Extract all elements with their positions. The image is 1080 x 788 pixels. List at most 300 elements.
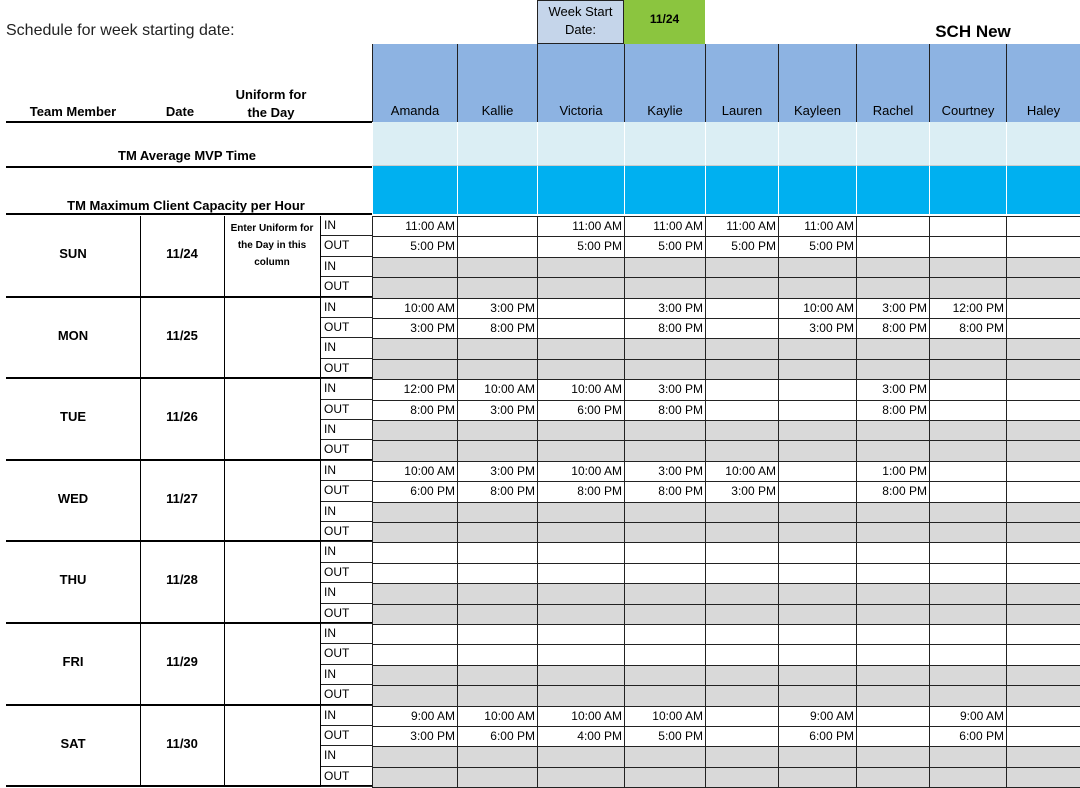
time-out-cell[interactable] bbox=[624, 644, 706, 665]
time-out-cell[interactable]: 8:00 PM bbox=[856, 400, 930, 421]
time-in-cell[interactable] bbox=[778, 624, 857, 645]
time-in-cell[interactable] bbox=[705, 502, 779, 523]
time-in-cell[interactable] bbox=[705, 420, 779, 441]
in-out-label: IN bbox=[321, 216, 372, 236]
time-in-cell[interactable] bbox=[856, 583, 930, 604]
time-in-cell[interactable] bbox=[1006, 257, 1080, 278]
time-in-cell[interactable] bbox=[778, 420, 857, 441]
time-out-cell[interactable] bbox=[372, 604, 458, 625]
time-out-cell[interactable] bbox=[457, 236, 538, 257]
time-in-cell[interactable] bbox=[1006, 746, 1080, 767]
time-out-cell[interactable] bbox=[624, 767, 706, 788]
time-out-cell[interactable] bbox=[457, 767, 538, 788]
time-out-cell[interactable] bbox=[537, 767, 625, 788]
time-out-cell[interactable] bbox=[624, 359, 706, 380]
time-in-cell[interactable] bbox=[537, 420, 625, 441]
time-in-cell[interactable] bbox=[372, 420, 458, 441]
time-out-cell[interactable]: 5:00 PM bbox=[705, 236, 779, 257]
time-in-cell[interactable] bbox=[929, 216, 1007, 237]
time-in-cell[interactable] bbox=[1006, 338, 1080, 359]
day-label: TUE bbox=[60, 409, 86, 425]
time-in-cell[interactable]: 10:00 AM bbox=[457, 706, 538, 727]
time-out-cell[interactable] bbox=[457, 522, 538, 543]
time-in-cell[interactable] bbox=[778, 746, 857, 767]
time-out-cell[interactable] bbox=[929, 400, 1007, 421]
time-in-cell[interactable] bbox=[624, 624, 706, 645]
time-out-cell[interactable] bbox=[929, 644, 1007, 665]
time-out-cell[interactable] bbox=[856, 604, 930, 625]
time-in-cell[interactable] bbox=[705, 379, 779, 400]
capacity-cell[interactable] bbox=[778, 166, 856, 214]
time-in-cell[interactable]: 9:00 AM bbox=[929, 706, 1007, 727]
in-out-label: OUT bbox=[321, 318, 372, 338]
time-out-cell[interactable] bbox=[778, 644, 857, 665]
time-out-cell[interactable]: 8:00 PM bbox=[624, 318, 706, 339]
time-in-cell[interactable] bbox=[778, 257, 857, 278]
capacity-cell[interactable] bbox=[929, 166, 1006, 214]
time-in-cell[interactable] bbox=[537, 665, 625, 686]
time-out-cell[interactable] bbox=[1006, 604, 1080, 625]
time-in-cell[interactable] bbox=[778, 665, 857, 686]
mvp-time-cell[interactable] bbox=[778, 122, 856, 166]
time-in-cell[interactable] bbox=[372, 338, 458, 359]
time-out-cell[interactable] bbox=[457, 440, 538, 461]
capacity-cell[interactable] bbox=[705, 166, 778, 214]
time-in-cell[interactable] bbox=[457, 502, 538, 523]
time-out-cell[interactable] bbox=[705, 318, 779, 339]
time-out-cell[interactable] bbox=[856, 685, 930, 706]
time-out-cell[interactable] bbox=[457, 359, 538, 380]
time-in-cell[interactable] bbox=[537, 257, 625, 278]
time-out-cell[interactable] bbox=[929, 604, 1007, 625]
time-in-cell[interactable] bbox=[537, 298, 625, 319]
time-out-cell[interactable] bbox=[705, 767, 779, 788]
time-out-cell[interactable] bbox=[1006, 359, 1080, 380]
time-in-cell[interactable]: 3:00 PM bbox=[856, 298, 930, 319]
time-out-cell[interactable] bbox=[856, 522, 930, 543]
time-in-cell[interactable] bbox=[856, 542, 930, 563]
team-member-name[interactable]: Courtney bbox=[929, 44, 1006, 122]
team-member-name[interactable]: Kallie bbox=[457, 44, 537, 122]
team-member-name[interactable]: Lauren bbox=[705, 44, 778, 122]
time-in-cell[interactable] bbox=[778, 461, 857, 482]
time-out-cell[interactable] bbox=[705, 563, 779, 584]
time-out-cell[interactable] bbox=[624, 522, 706, 543]
time-in-cell[interactable] bbox=[372, 583, 458, 604]
time-out-cell[interactable]: 8:00 PM bbox=[856, 318, 930, 339]
time-in-cell[interactable] bbox=[929, 257, 1007, 278]
column-divider bbox=[224, 706, 225, 788]
time-out-cell[interactable] bbox=[778, 685, 857, 706]
time-out-cell[interactable] bbox=[537, 604, 625, 625]
time-in-cell[interactable] bbox=[1006, 420, 1080, 441]
time-out-cell[interactable] bbox=[1006, 277, 1080, 298]
time-in-cell[interactable] bbox=[537, 542, 625, 563]
time-in-cell[interactable] bbox=[1006, 665, 1080, 686]
time-in-cell[interactable] bbox=[624, 338, 706, 359]
time-out-cell[interactable] bbox=[457, 685, 538, 706]
time-out-cell[interactable] bbox=[372, 767, 458, 788]
time-out-cell[interactable]: 8:00 PM bbox=[929, 318, 1007, 339]
time-out-cell[interactable] bbox=[778, 440, 857, 461]
time-in-cell[interactable]: 3:00 PM bbox=[457, 298, 538, 319]
in-out-label: IN bbox=[321, 257, 372, 277]
time-in-cell[interactable]: 10:00 AM bbox=[537, 379, 625, 400]
time-in-cell[interactable] bbox=[929, 665, 1007, 686]
time-in-cell[interactable] bbox=[537, 338, 625, 359]
time-in-cell[interactable] bbox=[1006, 298, 1080, 319]
time-in-cell[interactable]: 10:00 AM bbox=[372, 461, 458, 482]
time-out-cell[interactable] bbox=[372, 522, 458, 543]
time-in-cell[interactable] bbox=[856, 706, 930, 727]
time-in-cell[interactable]: 9:00 AM bbox=[372, 706, 458, 727]
time-in-cell[interactable] bbox=[778, 338, 857, 359]
time-out-cell[interactable] bbox=[705, 359, 779, 380]
mvp-time-cell[interactable] bbox=[929, 122, 1006, 166]
time-in-cell[interactable] bbox=[778, 583, 857, 604]
time-in-cell[interactable] bbox=[705, 338, 779, 359]
time-in-cell[interactable]: 10:00 AM bbox=[372, 298, 458, 319]
team-member-name[interactable]: Kayleen bbox=[778, 44, 856, 122]
time-in-cell[interactable] bbox=[856, 502, 930, 523]
time-out-cell[interactable] bbox=[778, 563, 857, 584]
in-out-label: IN bbox=[321, 746, 372, 766]
team-member-name[interactable]: Haley bbox=[1006, 44, 1080, 122]
time-out-cell[interactable] bbox=[856, 563, 930, 584]
time-in-cell[interactable] bbox=[929, 420, 1007, 441]
time-in-cell[interactable] bbox=[1006, 583, 1080, 604]
time-in-cell[interactable] bbox=[856, 746, 930, 767]
time-in-cell[interactable] bbox=[1006, 379, 1080, 400]
time-in-cell[interactable] bbox=[624, 665, 706, 686]
time-out-cell[interactable] bbox=[537, 685, 625, 706]
time-in-cell[interactable] bbox=[705, 542, 779, 563]
time-out-cell[interactable]: 5:00 PM bbox=[372, 236, 458, 257]
time-out-cell[interactable]: 3:00 PM bbox=[457, 400, 538, 421]
time-in-cell[interactable]: 3:00 PM bbox=[624, 298, 706, 319]
capacity-cell[interactable] bbox=[624, 166, 705, 214]
time-out-cell[interactable] bbox=[372, 644, 458, 665]
team-member-name[interactable]: Kaylie bbox=[624, 44, 705, 122]
time-in-cell[interactable]: 3:00 PM bbox=[624, 461, 706, 482]
time-in-cell[interactable]: 3:00 PM bbox=[856, 379, 930, 400]
mvp-time-cell[interactable] bbox=[1006, 122, 1080, 166]
time-out-cell[interactable] bbox=[537, 644, 625, 665]
time-out-cell[interactable] bbox=[929, 440, 1007, 461]
time-out-cell[interactable] bbox=[856, 726, 930, 747]
time-in-cell[interactable] bbox=[624, 502, 706, 523]
time-out-cell[interactable]: 5:00 PM bbox=[778, 236, 857, 257]
time-in-cell[interactable] bbox=[372, 257, 458, 278]
team-member-name[interactable]: Rachel bbox=[856, 44, 929, 122]
time-out-cell[interactable] bbox=[705, 726, 779, 747]
time-in-cell[interactable]: 11:00 AM bbox=[705, 216, 779, 237]
time-in-cell[interactable]: 3:00 PM bbox=[457, 461, 538, 482]
time-out-cell[interactable] bbox=[929, 767, 1007, 788]
time-in-cell[interactable]: 10:00 AM bbox=[537, 706, 625, 727]
time-out-cell[interactable] bbox=[1006, 481, 1080, 502]
time-in-cell[interactable] bbox=[537, 624, 625, 645]
day-divider bbox=[6, 622, 372, 624]
time-in-cell[interactable]: 1:00 PM bbox=[856, 461, 930, 482]
time-out-cell[interactable] bbox=[929, 277, 1007, 298]
time-in-cell[interactable] bbox=[372, 746, 458, 767]
time-out-cell[interactable] bbox=[705, 685, 779, 706]
time-out-cell[interactable] bbox=[624, 604, 706, 625]
time-out-cell[interactable] bbox=[929, 522, 1007, 543]
in-out-label: OUT bbox=[321, 563, 372, 583]
time-in-cell[interactable] bbox=[856, 338, 930, 359]
time-out-cell[interactable] bbox=[372, 359, 458, 380]
time-in-cell[interactable] bbox=[929, 624, 1007, 645]
mvp-time-cell[interactable] bbox=[457, 122, 537, 166]
time-out-cell[interactable]: 6:00 PM bbox=[537, 400, 625, 421]
time-out-cell[interactable]: 3:00 PM bbox=[372, 318, 458, 339]
time-out-cell[interactable] bbox=[457, 644, 538, 665]
time-out-cell[interactable] bbox=[705, 604, 779, 625]
time-in-cell[interactable]: 11:00 AM bbox=[537, 216, 625, 237]
capacity-cell[interactable] bbox=[1006, 166, 1080, 214]
time-out-cell[interactable] bbox=[537, 277, 625, 298]
time-in-cell[interactable] bbox=[778, 379, 857, 400]
time-in-cell[interactable] bbox=[537, 583, 625, 604]
time-out-cell[interactable] bbox=[705, 277, 779, 298]
time-out-cell[interactable]: 8:00 PM bbox=[457, 318, 538, 339]
time-out-cell[interactable] bbox=[856, 440, 930, 461]
time-in-cell[interactable] bbox=[457, 257, 538, 278]
mvp-time-cell[interactable] bbox=[705, 122, 778, 166]
time-out-cell[interactable] bbox=[1006, 522, 1080, 543]
time-out-cell[interactable] bbox=[457, 563, 538, 584]
time-in-cell[interactable] bbox=[372, 502, 458, 523]
time-out-cell[interactable]: 6:00 PM bbox=[457, 726, 538, 747]
time-in-cell[interactable] bbox=[856, 624, 930, 645]
capacity-cell[interactable] bbox=[856, 166, 929, 214]
time-in-cell[interactable] bbox=[929, 338, 1007, 359]
time-out-cell[interactable]: 6:00 PM bbox=[372, 481, 458, 502]
time-in-cell[interactable] bbox=[929, 461, 1007, 482]
time-in-cell[interactable] bbox=[372, 665, 458, 686]
time-in-cell[interactable] bbox=[372, 624, 458, 645]
time-out-cell[interactable] bbox=[624, 563, 706, 584]
time-out-cell[interactable] bbox=[929, 359, 1007, 380]
time-in-cell[interactable] bbox=[457, 624, 538, 645]
time-out-cell[interactable] bbox=[778, 277, 857, 298]
time-in-cell[interactable] bbox=[1006, 216, 1080, 237]
capacity-cell[interactable] bbox=[372, 166, 457, 214]
time-out-cell[interactable]: 3:00 PM bbox=[705, 481, 779, 502]
time-in-cell[interactable] bbox=[624, 746, 706, 767]
time-out-cell[interactable] bbox=[705, 400, 779, 421]
time-out-cell[interactable] bbox=[856, 359, 930, 380]
time-in-cell[interactable] bbox=[537, 502, 625, 523]
time-in-cell[interactable] bbox=[457, 420, 538, 441]
time-in-cell[interactable] bbox=[929, 583, 1007, 604]
time-in-cell[interactable] bbox=[457, 542, 538, 563]
time-out-cell[interactable] bbox=[1006, 767, 1080, 788]
time-in-cell[interactable] bbox=[457, 216, 538, 237]
time-out-cell[interactable]: 8:00 PM bbox=[624, 400, 706, 421]
time-out-cell[interactable] bbox=[778, 359, 857, 380]
time-out-cell[interactable] bbox=[624, 440, 706, 461]
time-out-cell[interactable] bbox=[778, 481, 857, 502]
time-out-cell[interactable]: 8:00 PM bbox=[537, 481, 625, 502]
capacity-cell[interactable] bbox=[537, 166, 624, 214]
week-start-value-cell[interactable]: 11/24 bbox=[624, 0, 705, 44]
time-out-cell[interactable] bbox=[537, 563, 625, 584]
day-divider bbox=[6, 540, 372, 542]
team-member-name[interactable]: Victoria bbox=[537, 44, 624, 122]
time-in-cell[interactable]: 3:00 PM bbox=[624, 379, 706, 400]
time-out-cell[interactable] bbox=[457, 604, 538, 625]
time-in-cell[interactable] bbox=[929, 379, 1007, 400]
time-out-cell[interactable] bbox=[1006, 400, 1080, 421]
time-out-cell[interactable] bbox=[778, 604, 857, 625]
time-in-cell[interactable]: 10:00 AM bbox=[537, 461, 625, 482]
time-out-cell[interactable]: 6:00 PM bbox=[778, 726, 857, 747]
time-in-cell[interactable] bbox=[705, 665, 779, 686]
time-in-cell[interactable] bbox=[778, 542, 857, 563]
time-out-cell[interactable] bbox=[372, 685, 458, 706]
mvp-time-label: TM Average MVP Time bbox=[118, 148, 256, 163]
time-in-cell[interactable] bbox=[856, 216, 930, 237]
mvp-time-cell[interactable] bbox=[624, 122, 705, 166]
time-in-cell[interactable] bbox=[1006, 706, 1080, 727]
time-in-cell[interactable] bbox=[624, 542, 706, 563]
time-out-cell[interactable] bbox=[856, 644, 930, 665]
in-out-label: IN bbox=[321, 420, 372, 440]
time-out-cell[interactable] bbox=[1006, 726, 1080, 747]
time-out-cell[interactable] bbox=[778, 522, 857, 543]
time-out-cell[interactable] bbox=[457, 277, 538, 298]
in-out-label: OUT bbox=[321, 481, 372, 501]
mvp-time-cell[interactable] bbox=[537, 122, 624, 166]
time-in-cell[interactable] bbox=[778, 502, 857, 523]
time-out-cell[interactable]: 8:00 PM bbox=[372, 400, 458, 421]
time-in-cell[interactable] bbox=[624, 257, 706, 278]
time-in-cell[interactable]: 11:00 AM bbox=[372, 216, 458, 237]
time-out-cell[interactable] bbox=[1006, 318, 1080, 339]
time-out-cell[interactable] bbox=[929, 685, 1007, 706]
day-divider bbox=[6, 296, 372, 298]
time-out-cell[interactable]: 3:00 PM bbox=[778, 318, 857, 339]
time-out-cell[interactable]: 6:00 PM bbox=[929, 726, 1007, 747]
time-out-cell[interactable] bbox=[537, 522, 625, 543]
time-out-cell[interactable] bbox=[705, 440, 779, 461]
time-in-cell[interactable] bbox=[856, 257, 930, 278]
mvp-time-cell[interactable] bbox=[856, 122, 929, 166]
time-out-cell[interactable] bbox=[1006, 644, 1080, 665]
time-in-cell[interactable] bbox=[705, 583, 779, 604]
time-in-cell[interactable] bbox=[705, 298, 779, 319]
time-out-cell[interactable]: 5:00 PM bbox=[624, 236, 706, 257]
time-in-cell[interactable] bbox=[457, 746, 538, 767]
time-in-cell[interactable]: 10:00 AM bbox=[624, 706, 706, 727]
time-in-cell[interactable] bbox=[1006, 542, 1080, 563]
time-in-cell[interactable]: 11:00 AM bbox=[778, 216, 857, 237]
time-in-cell[interactable] bbox=[705, 746, 779, 767]
time-out-cell[interactable] bbox=[778, 400, 857, 421]
time-out-cell[interactable] bbox=[929, 481, 1007, 502]
time-in-cell[interactable]: 10:00 AM bbox=[705, 461, 779, 482]
time-out-cell[interactable]: 5:00 PM bbox=[537, 236, 625, 257]
time-out-cell[interactable] bbox=[537, 318, 625, 339]
time-out-cell[interactable] bbox=[537, 359, 625, 380]
time-in-cell[interactable] bbox=[929, 502, 1007, 523]
time-in-cell[interactable]: 9:00 AM bbox=[778, 706, 857, 727]
time-out-cell[interactable] bbox=[929, 236, 1007, 257]
time-out-cell[interactable] bbox=[624, 277, 706, 298]
time-in-cell[interactable] bbox=[457, 665, 538, 686]
time-out-cell[interactable] bbox=[705, 644, 779, 665]
time-in-cell[interactable] bbox=[705, 257, 779, 278]
time-in-cell[interactable] bbox=[856, 420, 930, 441]
column-divider bbox=[140, 298, 141, 380]
time-out-cell[interactable] bbox=[1006, 236, 1080, 257]
time-out-cell[interactable] bbox=[929, 563, 1007, 584]
time-in-cell[interactable] bbox=[457, 583, 538, 604]
time-in-cell[interactable]: 10:00 AM bbox=[778, 298, 857, 319]
time-in-cell[interactable] bbox=[537, 746, 625, 767]
time-out-cell[interactable] bbox=[778, 767, 857, 788]
time-in-cell[interactable] bbox=[705, 706, 779, 727]
time-in-cell[interactable] bbox=[1006, 502, 1080, 523]
column-divider bbox=[140, 461, 141, 543]
time-in-cell[interactable]: 12:00 PM bbox=[929, 298, 1007, 319]
time-out-cell[interactable] bbox=[705, 522, 779, 543]
time-out-cell[interactable] bbox=[624, 685, 706, 706]
time-out-cell[interactable]: 5:00 PM bbox=[624, 726, 706, 747]
time-in-cell[interactable]: 12:00 PM bbox=[372, 379, 458, 400]
time-in-cell[interactable]: 10:00 AM bbox=[457, 379, 538, 400]
time-in-cell[interactable] bbox=[929, 542, 1007, 563]
time-in-cell[interactable] bbox=[457, 338, 538, 359]
time-out-cell[interactable]: 8:00 PM bbox=[624, 481, 706, 502]
time-out-cell[interactable]: 8:00 PM bbox=[856, 481, 930, 502]
sheet-title: SCH New bbox=[935, 22, 1011, 41]
time-in-cell[interactable] bbox=[624, 583, 706, 604]
time-out-cell[interactable]: 4:00 PM bbox=[537, 726, 625, 747]
time-out-cell[interactable] bbox=[856, 277, 930, 298]
day-label: WED bbox=[57, 490, 89, 506]
time-out-cell[interactable] bbox=[372, 563, 458, 584]
time-out-cell[interactable] bbox=[537, 440, 625, 461]
time-in-cell[interactable] bbox=[705, 624, 779, 645]
time-in-cell[interactable] bbox=[1006, 461, 1080, 482]
team-member-name[interactable]: Amanda bbox=[372, 44, 457, 122]
mvp-divider bbox=[6, 166, 372, 168]
time-out-cell[interactable]: 8:00 PM bbox=[457, 481, 538, 502]
time-out-cell[interactable] bbox=[1006, 440, 1080, 461]
time-in-cell[interactable] bbox=[624, 420, 706, 441]
time-out-cell[interactable] bbox=[856, 767, 930, 788]
time-in-cell[interactable] bbox=[372, 542, 458, 563]
time-out-cell[interactable] bbox=[372, 277, 458, 298]
date-label: 11/27 bbox=[166, 490, 198, 506]
time-in-cell[interactable] bbox=[929, 746, 1007, 767]
time-out-cell[interactable] bbox=[856, 236, 930, 257]
capacity-cell[interactable] bbox=[457, 166, 537, 214]
time-out-cell[interactable] bbox=[1006, 685, 1080, 706]
time-out-cell[interactable] bbox=[372, 440, 458, 461]
time-out-cell[interactable] bbox=[1006, 563, 1080, 584]
time-in-cell[interactable] bbox=[1006, 624, 1080, 645]
time-in-cell[interactable] bbox=[856, 665, 930, 686]
time-out-cell[interactable]: 3:00 PM bbox=[372, 726, 458, 747]
in-out-label: OUT bbox=[321, 277, 372, 297]
time-in-cell[interactable]: 11:00 AM bbox=[624, 216, 706, 237]
mvp-time-cell[interactable] bbox=[372, 122, 457, 166]
